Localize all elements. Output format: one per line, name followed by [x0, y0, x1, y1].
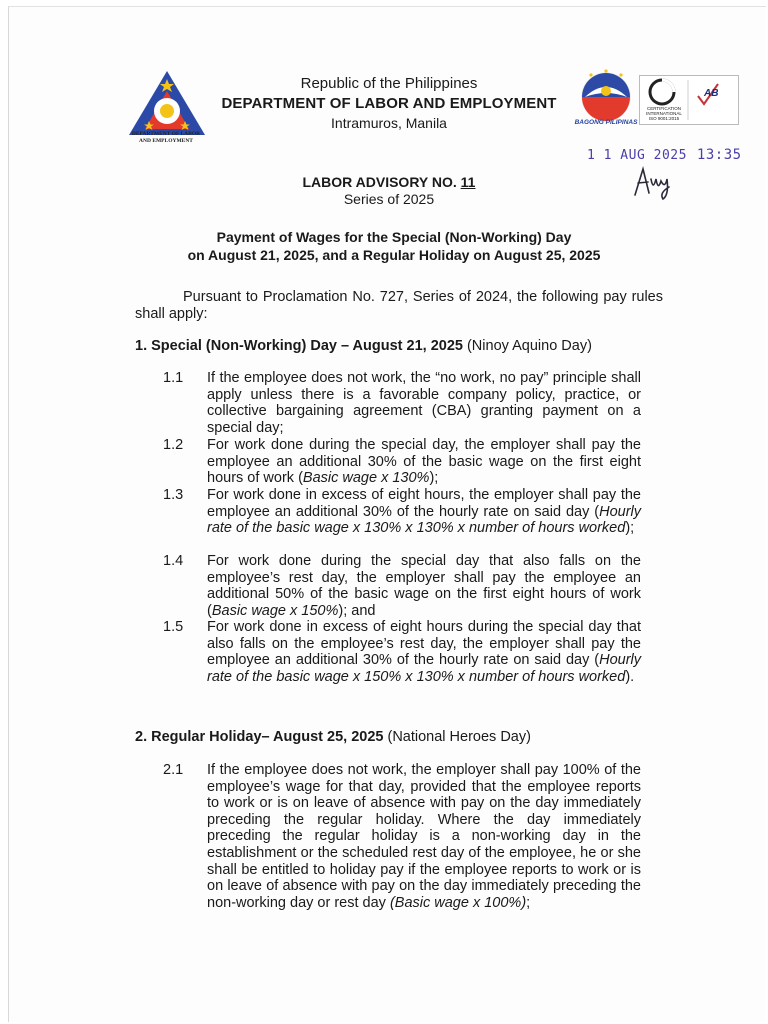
item-formula: Hourly rate of the basic wage x 130% x 130% x number of hours worked — [207, 503, 641, 537]
list-item — [163, 487, 641, 537]
intro-paragraph: Pursuant to Proclamation No. 727, Series of 2024, the following pay rules shall apply: — [135, 289, 663, 322]
list-item — [163, 370, 641, 436]
bagong-pilipinas-caption: BAGONG PILIPINAS — [574, 119, 638, 126]
advisory-series: Series of 2025 — [343, 191, 435, 207]
section-1-note: (Ninoy Aquino Day) — [462, 338, 592, 354]
item-formula: Basic wage x 130% — [302, 470, 430, 487]
stamp-date: 1 1 AUG 2025 — [587, 148, 687, 163]
logo-caption-line1: DEPARTMENT OF LABOR — [131, 131, 201, 137]
item-text: For work done during the special day, the employer shall pay the employee an additional 30% of the basic wage on the first eight hours of work (Basic wage x 130%); — [207, 437, 641, 487]
list-item — [163, 553, 641, 619]
list-item — [163, 619, 641, 685]
section-heading-2 — [135, 729, 531, 745]
item-formula: (Basic wage x 100%) — [389, 894, 527, 911]
document-title-line2: on August 21, 2025, and a Regular Holiday on August 25, 2025 — [187, 247, 601, 263]
list-item — [163, 762, 641, 911]
advisory-number: 11 — [460, 174, 476, 190]
list-item — [163, 437, 641, 487]
advisory-prefix: LABOR ADVISORY NO. — [302, 174, 457, 190]
item-number: 1.4 — [163, 553, 184, 569]
location-line: Intramuros, Manila — [331, 115, 447, 131]
item-text: If the employee does not work, the employer shall pay 100% of the employee’s wage for that day, provided that the employee reports to work or is on leave of absence with pay on the day immediately preceding the regular holiday. Where the day immediately preceding the regular holiday is a non-working day in the establishment or the scheduled rest day of the employee, he or she shall be entitled to holiday pay if the employee reports to work or is on leave of absence with pay on the day immediately preceding the non-working day or rest day (Basic wage x 100%); — [207, 762, 641, 911]
document-title-line1: Payment of Wages for the Special (Non-Working) Day — [216, 229, 572, 245]
logo-caption — [117, 131, 215, 144]
section-2-note: (National Heroes Day) — [383, 729, 531, 745]
received-stamp — [587, 147, 742, 163]
item-number: 1.3 — [163, 487, 184, 503]
item-number: 2.1 — [163, 762, 184, 778]
section-heading-1 — [135, 338, 592, 354]
stamp-time: 13:35 — [696, 147, 742, 163]
document-page — [8, 6, 766, 1022]
bagong-pilipinas-logo-icon — [573, 67, 639, 125]
item-text: If the employee does not work, the “no work, no pay” principle shall apply unless there is a favorable company policy, practice, or collective bargaining agreement (CBA) granting payment on a special day; — [207, 370, 641, 436]
item-formula: Hourly rate of the basic wage x 150% x 130% x number of hours worked — [207, 652, 641, 685]
section-1-title: 1. Special (Non-Working) Day – August 21, 2025 — [135, 338, 463, 354]
cert-text: CERTIFICATION INTERNATIONAL ISO 9001:2015 — [646, 106, 682, 121]
item-number: 1.1 — [163, 370, 184, 386]
item-text: For work done in excess of eight hours, the employer shall pay the employee an additional 30% of the hourly rate on said day (Hourly rate of the basic wage x 130% x 130% x number of hours worked); — [207, 487, 641, 537]
handwritten-signature — [629, 165, 679, 201]
cert-badge-label: AB — [704, 88, 719, 99]
item-number: 1.2 — [163, 437, 184, 453]
certification-badge — [639, 75, 739, 125]
advisory-number-line — [189, 174, 589, 190]
logo-caption-line2: AND EMPLOYMENT — [139, 137, 193, 144]
item-formula: Basic wage x 150% — [211, 602, 339, 619]
item-number: 1.5 — [163, 619, 184, 635]
republic-line: Republic of the Philippines — [300, 75, 478, 92]
item-text: For work done in excess of eight hours during the special day that also falls on the employee’s rest day, the employer shall pay the employee an additional 30% of the hourly rate on said day (Hourly rate of the basic wage x 150% x 130% x number of hours worked). — [207, 619, 641, 685]
section-2-title: 2. Regular Holiday– August 25, 2025 — [135, 729, 384, 745]
department-name: DEPARTMENT OF LABOR AND EMPLOYMENT — [221, 95, 557, 112]
item-text: For work done during the special day that also falls on the employee’s rest day, the employer shall pay the employee an additional 50% of the basic wage on the first eight hours of work (Basic wage x 150%); and — [207, 553, 641, 619]
